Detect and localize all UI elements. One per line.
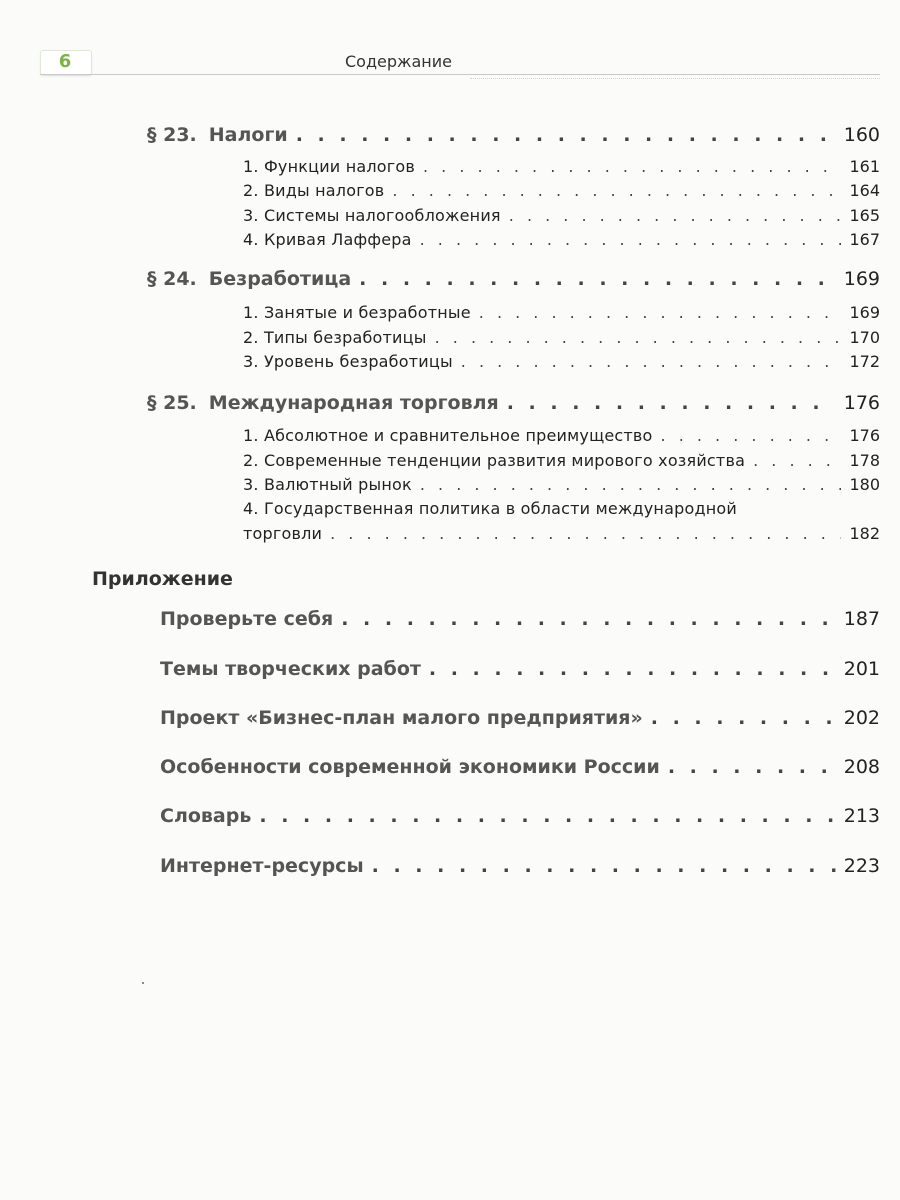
section-number: § 25.: [147, 392, 197, 414]
toc-item[interactable]: [243, 157, 880, 176]
toc-item[interactable]: [243, 328, 880, 347]
page-ref: 170: [849, 328, 880, 347]
item-title: Проверьте себя: [160, 608, 334, 630]
item-title: 4. Кривая Лаффера: [243, 230, 412, 249]
leader-dots: [429, 658, 836, 680]
page-ref: 161: [849, 157, 880, 176]
page-ref: 180: [849, 475, 880, 494]
toc-item[interactable]: [243, 426, 880, 445]
toc-section-23[interactable]: [147, 124, 880, 146]
item-title: 1. Абсолютное и сравнительное преимущество: [243, 426, 653, 445]
leader-dots: [435, 328, 842, 347]
appendix-heading: Приложение: [92, 568, 233, 590]
item-title: 2. Современные тенденции развития мирового хозяйства: [243, 451, 746, 470]
leader-dots: [420, 230, 842, 249]
leader-dots: [507, 392, 836, 414]
toc-item[interactable]: [243, 181, 880, 200]
page-ref: 187: [843, 608, 880, 630]
toc-appendix-item[interactable]: [160, 855, 880, 877]
item-title: Особенности современной экономики России: [160, 756, 660, 778]
leader-dots: [359, 268, 836, 290]
leader-dots: [330, 524, 841, 543]
page-ref: 202: [843, 707, 880, 729]
item-title: 3. Системы налогообложения: [243, 206, 501, 225]
section-title: Международная торговля: [208, 392, 499, 414]
section-title: Безработица: [208, 268, 352, 290]
page-ref: 178: [849, 451, 880, 470]
page-ref: 169: [843, 268, 880, 290]
header-rule-dotted: [470, 78, 880, 79]
paper-speck: [142, 982, 144, 984]
toc-section-25[interactable]: [147, 392, 880, 414]
item-title-line1: 4. Государственная политика в области международной: [243, 499, 737, 518]
leader-dots: [259, 805, 835, 827]
item-title: 1. Занятые и безработные: [243, 303, 471, 322]
leader-dots: [420, 475, 842, 494]
leader-dots: [668, 756, 836, 778]
item-title: 2. Виды налогов: [243, 181, 385, 200]
leader-dots: [372, 855, 836, 877]
toc-appendix-item[interactable]: [160, 707, 880, 729]
running-header-title: Содержание: [345, 52, 452, 71]
leader-dots: [661, 426, 842, 445]
section-title: Налоги: [208, 124, 288, 146]
leader-dots: [461, 352, 842, 371]
leader-dots: [509, 206, 842, 225]
toc-appendix-item[interactable]: [160, 608, 880, 630]
item-title-line2: торговли: [243, 524, 323, 543]
item-title: Интернет-ресурсы: [160, 855, 364, 877]
header-rule: [40, 74, 880, 75]
item-title: 3. Уровень безработицы: [243, 352, 453, 371]
item-title: Темы творческих работ: [160, 658, 421, 680]
page-ref: 201: [843, 658, 880, 680]
page-ref: 169: [849, 303, 880, 322]
page-ref: 213: [843, 805, 880, 827]
page-ref: 165: [849, 206, 880, 225]
toc-appendix-item[interactable]: [160, 756, 880, 778]
toc-item[interactable]: [243, 206, 880, 225]
item-title: 3. Валютный рынок: [243, 475, 412, 494]
leader-dots: [753, 451, 841, 470]
leader-dots: [392, 181, 841, 200]
page-ref: 160: [843, 124, 880, 146]
page-ref: 164: [849, 181, 880, 200]
page-ref: 223: [843, 855, 880, 877]
page-ref: 176: [849, 426, 880, 445]
section-number: § 23.: [147, 124, 197, 146]
toc-item[interactable]: [243, 303, 880, 322]
toc-item[interactable]: [243, 475, 880, 494]
toc-appendix-item[interactable]: [160, 658, 880, 680]
toc-item[interactable]: [243, 230, 880, 249]
page-ref: 208: [843, 756, 880, 778]
page-ref: 172: [849, 352, 880, 371]
leader-dots: [423, 157, 841, 176]
leader-dots: [296, 124, 836, 146]
leader-dots: [479, 303, 842, 322]
toc-item[interactable]: [243, 524, 880, 543]
page-number: 6: [58, 51, 72, 72]
item-title: Словарь: [160, 805, 252, 827]
page-ref: 167: [849, 230, 880, 249]
toc-item[interactable]: [243, 451, 880, 470]
toc-appendix-item[interactable]: [160, 805, 880, 827]
leader-dots: [651, 707, 836, 729]
item-title: Проект «Бизнес-план малого предприятия»: [160, 707, 643, 729]
item-title: 1. Функции налогов: [243, 157, 415, 176]
toc-section-24[interactable]: [147, 268, 880, 290]
leader-dots: [341, 608, 836, 630]
page-ref: 176: [843, 392, 880, 414]
page-ref: 182: [849, 524, 880, 543]
section-number: § 24.: [147, 268, 197, 290]
item-title: 2. Типы безработицы: [243, 328, 427, 347]
toc-item[interactable]: [243, 352, 880, 371]
